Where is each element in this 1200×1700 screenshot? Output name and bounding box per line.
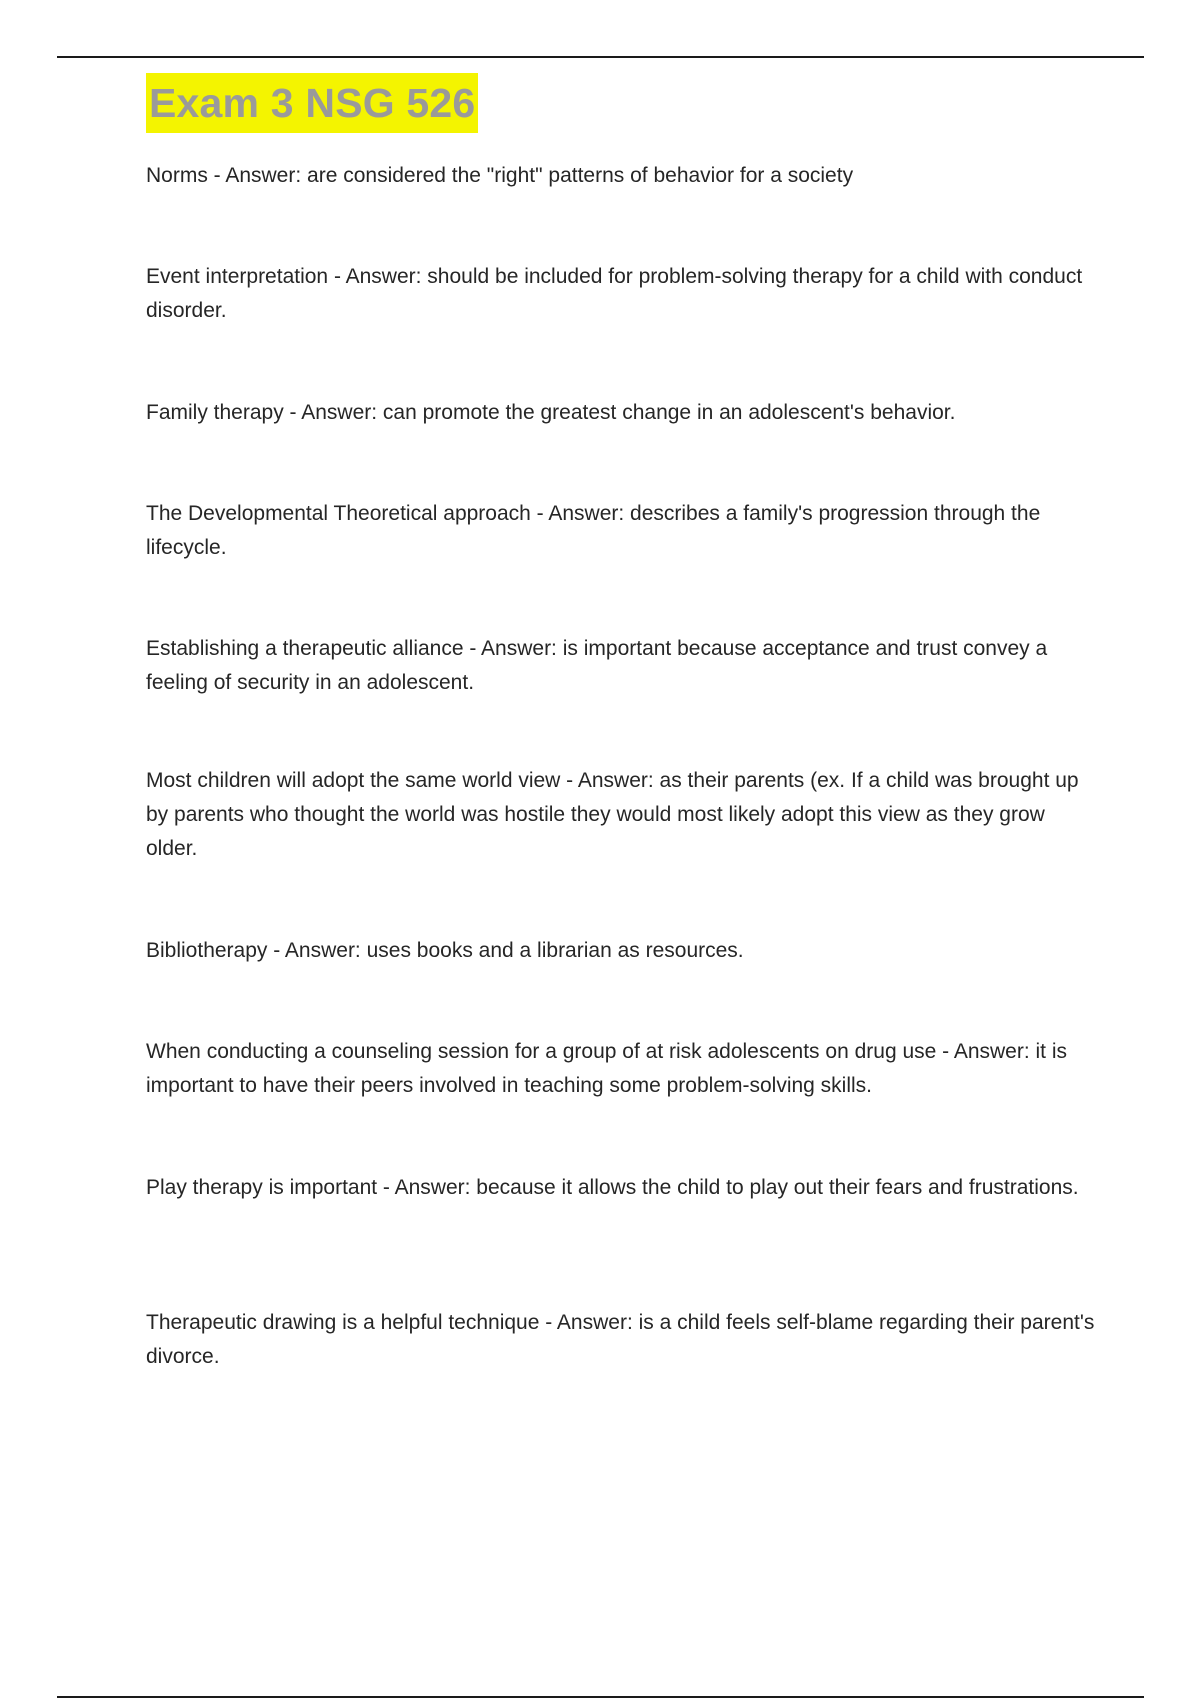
- qa-entry-event-interpretation: Event interpretation - Answer: should be included for problem-solving therapy for a child with conduct disorder.: [146, 265, 1083, 322]
- top-rule: [57, 56, 1144, 58]
- qa-entry-developmental-approach: The Developmental Theoretical approach - Answer: describes a family's progression through the lifecycle.: [146, 502, 1041, 559]
- qa-entry-bibliotherapy: Bibliotherapy - Answer: uses books and a librarian as resources.: [146, 939, 744, 962]
- bottom-rule: [57, 1696, 1144, 1698]
- page-title: Exam 3 NSG 526: [146, 73, 478, 133]
- qa-entry-therapeutic-drawing: Therapeutic drawing is a helpful technique - Answer: is a child feels self-blame regarding their parent's divorce.: [146, 1311, 1095, 1368]
- qa-entry-counseling-session: When conducting a counseling session for a group of at risk adolescents on drug use - Answer: it is important to have their peers involved in teaching some problem-solving skills.: [146, 1040, 1068, 1097]
- qa-entry-play-therapy: Play therapy is important - Answer: because it allows the child to play out their fears and frustrations.: [146, 1176, 1079, 1199]
- qa-entry-therapeutic-alliance: Establishing a therapeutic alliance - Answer: is important because acceptance and trust convey a feeling of security in an adolescent.: [146, 637, 1048, 694]
- qa-entry-norms: Norms - Answer: are considered the "right" patterns of behavior for a society: [146, 164, 854, 187]
- qa-entry-world-view: Most children will adopt the same world view - Answer: as their parents (ex. If a child was brought up by parents who thought the world was hostile they would most likely adopt this view as they grow older.: [146, 769, 1079, 860]
- qa-entry-family-therapy: Family therapy - Answer: can promote the greatest change in an adolescent's behavior.: [146, 401, 956, 424]
